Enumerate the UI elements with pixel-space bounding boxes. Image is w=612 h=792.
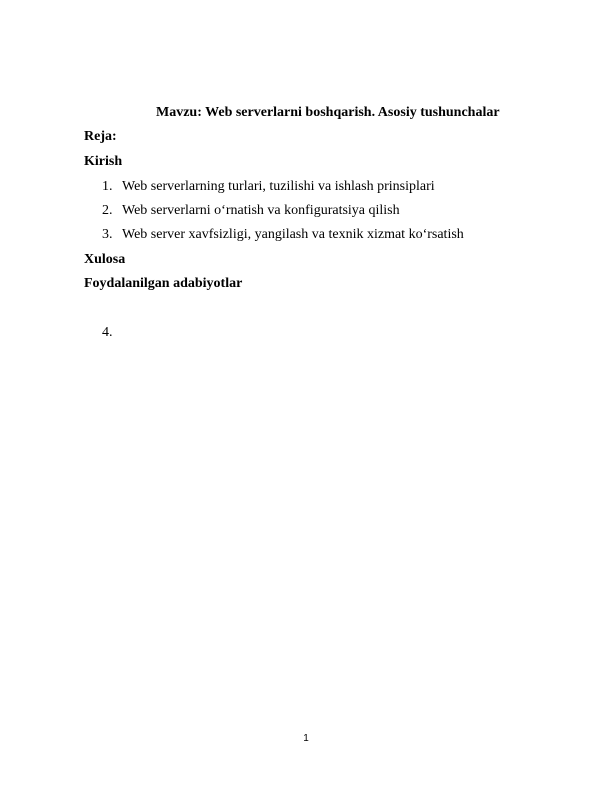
references-heading: Foydalanilgan adabiyotlar [84,276,243,291]
list-item [102,227,464,243]
list-item-text: Web server xavfsizligi, yangilash va texnik xizmat ko‘rsatish [122,227,464,242]
intro-heading: Kirish [84,154,123,169]
list-item [102,179,435,195]
conclusion-heading: Xulosa [84,252,126,267]
document-title: Mavzu: Web serverlarni boshqarish. Asosiy tushunchalar [156,105,500,120]
plan-heading: Reja: [84,129,117,144]
list-item-number: 2. [102,203,113,218]
list-item [102,203,400,219]
list-item-number: 3. [102,227,113,242]
list-item-number: 1. [102,179,113,194]
list-item-text: Web serverlarning turlari, tuzilishi va ishlash prinsiplari [122,179,435,194]
list-item-text: Web serverlarni o‘rnatish va konfiguratsiya qilish [122,203,400,218]
page-number: 1 [303,733,309,744]
empty-list-item [102,325,122,341]
list-item-number: 4. [102,325,113,340]
